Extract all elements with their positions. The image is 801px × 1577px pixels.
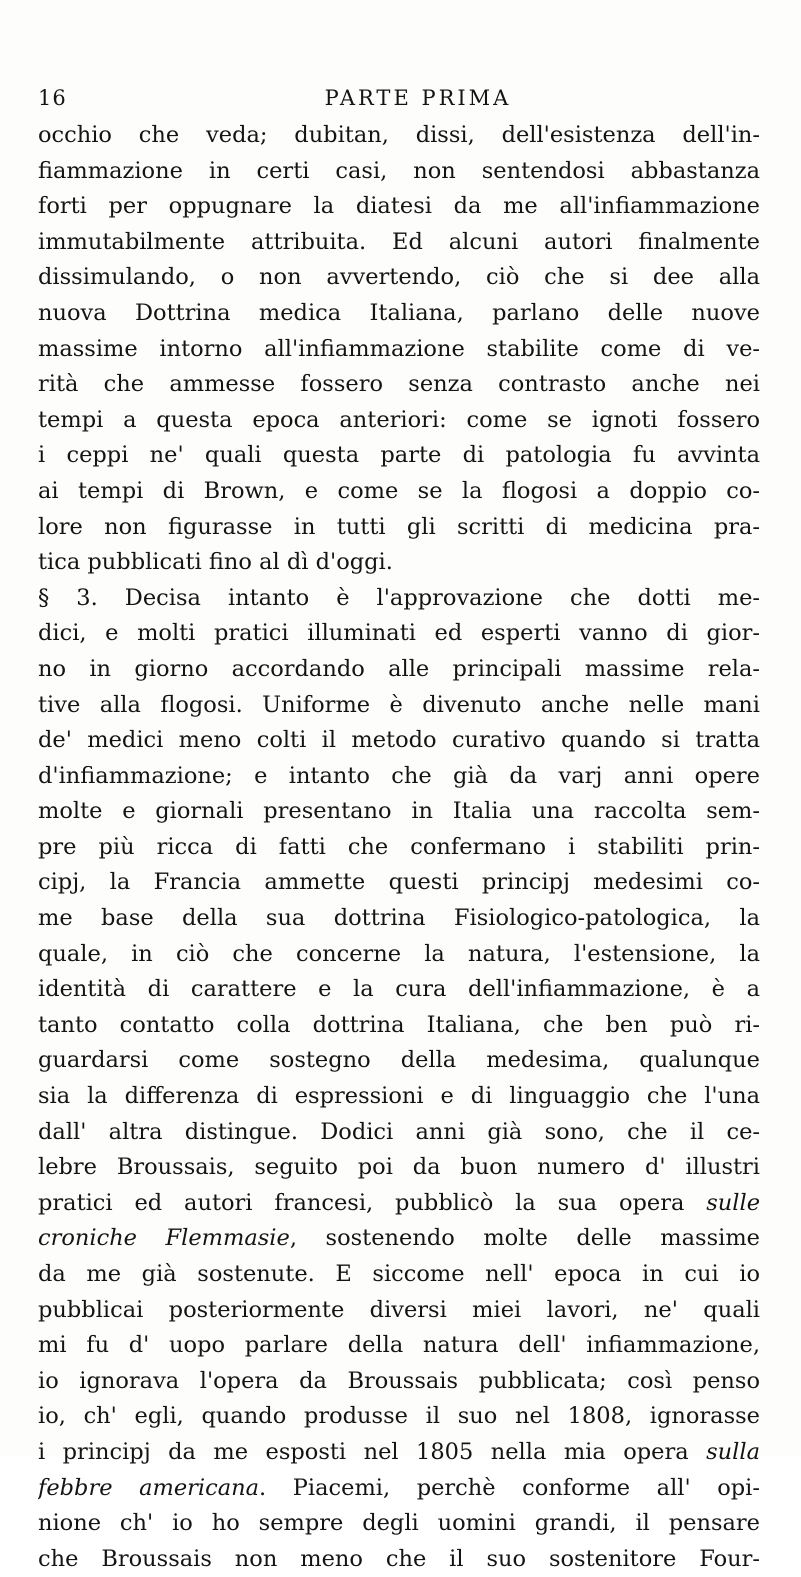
text-line: cipj, la Francia ammette questi principj medesimi co- (38, 869, 760, 896)
text-line: nuova Dottrina medica Italiana, parlano delle nuove (38, 299, 760, 326)
text-line: immutabilmente attribuita. Ed alcuni autori finalmente (38, 228, 760, 255)
text-line: pre più ricca di fatti che confermano i stabiliti prin- (38, 833, 760, 860)
text-line (38, 1221, 760, 1257)
text-line: § 3. Decisa intanto è l'approvazione che dotti me- (38, 584, 760, 611)
text-line: tanto contatto colla dottrina Italiana, che ben può ri- (38, 1011, 760, 1038)
text-line (38, 1471, 760, 1507)
text-line: de' medici meno colti il metodo curativo quando si tratta (38, 727, 760, 754)
text-line: dall' altra distingue. Dodici anni già sono, che il ce- (38, 1118, 760, 1145)
text-line: io, ch' egli, quando produsse il suo nel 1808, ignorasse (38, 1403, 760, 1430)
italic-phrase: febbre americana (38, 1474, 260, 1501)
running-head (38, 86, 758, 116)
text-line: tempi a questa epoca anteriori: come se ignoti fossero (38, 406, 760, 433)
text-line: nione ch' io ho sempre degli uomini grandi, il pensare (38, 1510, 760, 1537)
text-line: dissimulando, o non avvertendo, ciò che si dee alla (38, 264, 760, 291)
text-line: identità di carattere e la cura dell'infiammazione, è a (38, 976, 760, 1003)
text-line-with-italic (38, 1186, 760, 1222)
text-line: no in giorno accordando alle principali massime rela- (38, 655, 760, 682)
text-line: forti per oppugnare la diatesi da me all'infiammazione (38, 193, 760, 220)
text-line: da me già sostenute. E siccome nell' epoca in cui io (38, 1261, 760, 1287)
text-line: guardarsi come sostegno della medesima, qualunque (38, 1047, 760, 1074)
text-line: me base della sua dottrina Fisiologico-patologica, la (38, 905, 760, 932)
text-line: rità che ammesse fossero senza contrasto anche nei (38, 371, 760, 398)
text-line: massime intorno all'infiammazione stabilite come di ve- (38, 335, 760, 362)
text-line: sia la differenza di espressioni e di linguaggio che l'una (38, 1083, 760, 1110)
text-line: d'infiammazione; e intanto che già da varj anni opere (38, 762, 760, 789)
italic-phrase: sulla (706, 1438, 760, 1465)
text-line: tica pubblicati fino al dì d'oggi. (38, 549, 393, 576)
text-line: che Broussais non meno che il suo sostenitore Four- (38, 1545, 760, 1572)
text-line: dici, e molti pratici illuminati ed esperti vanno di gior- (38, 620, 760, 647)
text-line: pubblicai posteriormente diversi miei lavori, ne' quali (38, 1296, 760, 1323)
line-text: . Piacemi, perchè conforme all' opi- (259, 1474, 760, 1501)
text-line-with-italic (38, 1435, 760, 1471)
text-line: occhio che veda; dubitan, dissi, dell'esistenza dell'in- (38, 122, 760, 148)
text-line: ai tempi di Brown, e come se la flogosi a doppio co- (38, 477, 760, 504)
italic-phrase: sulle (706, 1189, 760, 1216)
text-line: i ceppi ne' quali questa parte di patologia fu avvinta (38, 442, 760, 469)
text-line: molte e giornali presentano in Italia una raccolta sem- (38, 798, 760, 825)
page-number: 16 (38, 86, 67, 110)
line-text: , sostenendo molte delle massime (289, 1225, 760, 1252)
text-line: lebre Broussais, seguito poi da buon numero d' illustri (38, 1154, 760, 1181)
text-line: tive alla flogosi. Uniforme è divenuto anche nelle mani (38, 691, 760, 718)
text-line: lore non figurasse in tutti gli scritti di medicina pra- (38, 513, 760, 540)
text-line: quale, in ciò che concerne la natura, l'estensione, la (38, 940, 760, 967)
text-line: fiammazione in certi casi, non sentendosi abbastanza (38, 157, 760, 184)
body-text (38, 118, 760, 1577)
line-text: pratici ed autori francesi, pubblicò la sua opera (38, 1189, 685, 1216)
text-line: io ignorava l'opera da Broussais pubblicata; così penso (38, 1367, 760, 1394)
text-line: mi fu d' uopo parlare della natura dell' infiammazione, (38, 1332, 760, 1359)
italic-phrase: croniche Flemmasie (38, 1225, 290, 1252)
running-title: PARTE PRIMA (324, 86, 512, 110)
line-text: i principj da me esposti nel 1805 nella mia opera (38, 1438, 689, 1465)
